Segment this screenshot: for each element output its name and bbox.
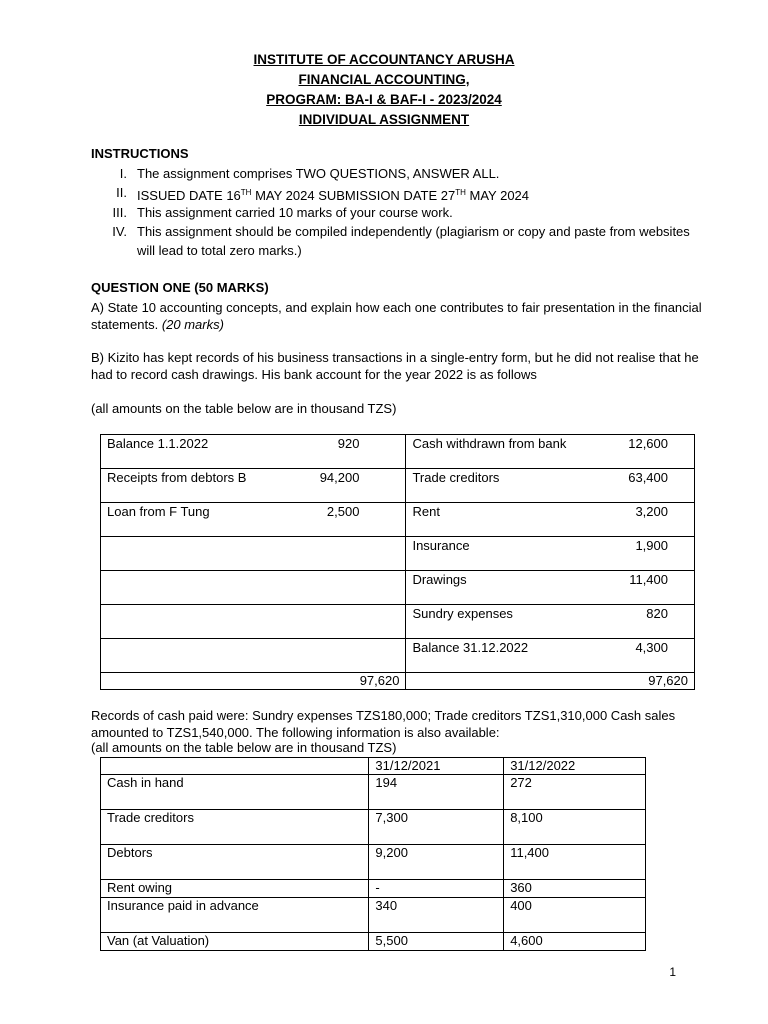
credit-cell (406, 469, 695, 503)
debit-cell (101, 571, 406, 605)
page-number: 1 (669, 965, 676, 979)
credit-cell (406, 639, 695, 673)
debit-cell (101, 605, 406, 639)
item-value: - (369, 880, 504, 898)
debit-amount: 920 (337, 436, 360, 451)
item-label: Debtors (101, 845, 369, 880)
credit-cell (406, 435, 695, 469)
table-row (101, 639, 695, 673)
item-value: 5,500 (369, 933, 504, 951)
column-header (101, 758, 369, 775)
credit-amount: 820 (646, 606, 668, 621)
credit-amount: 11,400 (629, 572, 668, 587)
item-value: 340 (369, 898, 504, 933)
table-row (101, 435, 695, 469)
table-row (101, 571, 695, 605)
table-row (101, 898, 646, 933)
credit-total: 97,620 (406, 673, 695, 690)
item-value: 400 (504, 898, 646, 933)
credit-label: Sundry expenses (412, 606, 513, 621)
table-row (101, 503, 695, 537)
item-value: 194 (369, 775, 504, 810)
records-text: Records of cash paid were: Sundry expenses TZS180,000; Trade creditors TZS1,310,000 Cash sales amounted to TZS1,540,000. The following information is also available: (91, 708, 676, 740)
item-label: Van (at Valuation) (101, 933, 369, 951)
credit-amount: 4,300 (635, 640, 668, 655)
table-row (101, 880, 646, 898)
table-row (101, 845, 646, 880)
item-value: 360 (504, 880, 646, 898)
item-value: 4,600 (504, 933, 646, 951)
credit-amount: 63,400 (628, 470, 668, 485)
column-header: 31/12/2022 (504, 758, 646, 775)
debit-cell (101, 469, 406, 503)
amounts-note: (all amounts on the table below are in thousand TZS) (91, 401, 397, 416)
column-header: 31/12/2021 (369, 758, 504, 775)
credit-label: Balance 31.12.2022 (412, 640, 529, 655)
item-label: Cash in hand (101, 775, 369, 810)
credit-label: Cash withdrawn from bank (412, 436, 567, 451)
course-name: FINANCIAL ACCOUNTING, (298, 72, 470, 87)
item-value: 7,300 (369, 810, 504, 845)
debit-cell (101, 503, 406, 537)
credit-cell (406, 537, 695, 571)
credit-label: Rent (412, 504, 440, 519)
item-value: 8,100 (504, 810, 646, 845)
item-label: Trade creditors (101, 810, 369, 845)
debit-cell (101, 435, 406, 469)
debit-amount: 2,500 (326, 504, 360, 519)
table-row (101, 810, 646, 845)
item-value: 11,400 (504, 845, 646, 880)
totals-row (101, 673, 695, 690)
amounts-note-2: (all amounts on the table below are in thousand TZS) (91, 740, 397, 755)
table-row (101, 605, 695, 639)
credit-amount: 12,600 (628, 436, 668, 451)
item-label: Insurance paid in advance (101, 898, 369, 933)
item-label: Rent owing (101, 880, 369, 898)
credit-label: Insurance (412, 538, 470, 553)
debit-label: Balance 1.1.2022 (107, 436, 209, 451)
credit-amount: 3,200 (635, 504, 668, 519)
question-part-b: B) Kizito has kept records of his business transactions in a single-entry form, but he did not realise that he had to record cash drawings. His bank account for the year 2022 is as follows (91, 350, 699, 382)
question-one-heading: QUESTION ONE (50 MARKS) (91, 280, 269, 295)
debit-label: Loan from F Tung (107, 504, 210, 519)
header-row (101, 758, 646, 775)
credit-amount: 1,900 (635, 538, 668, 553)
document-title (0, 50, 768, 130)
debit-cell (101, 639, 406, 673)
credit-label: Drawings (412, 572, 467, 587)
table-row (101, 933, 646, 951)
table-row (101, 469, 695, 503)
marks-label: (20 marks) (161, 317, 224, 332)
credit-cell (406, 605, 695, 639)
assignment-type: INDIVIDUAL ASSIGNMENT (298, 112, 470, 127)
instructions-heading: INSTRUCTIONS (91, 146, 189, 161)
table-row (101, 537, 695, 571)
credit-cell (406, 571, 695, 605)
table-row (101, 775, 646, 810)
institute-name: INSTITUTE OF ACCOUNTANCY ARUSHA (253, 52, 515, 67)
credit-label: Trade creditors (412, 470, 500, 485)
bank-account-table (100, 434, 695, 690)
question-part-a: A) State 10 accounting concepts, and explain how each one contributes to fair presentation in the financial statements. (20 marks) (91, 300, 702, 332)
debit-amount: 94,200 (319, 470, 360, 485)
balances-table (100, 757, 646, 951)
program-name: PROGRAM: BA-I & BAF-I - 2023/2024 (266, 92, 502, 107)
credit-cell (406, 503, 695, 537)
item-value: 272 (504, 775, 646, 810)
debit-total: 97,620 (101, 673, 406, 690)
item-value: 9,200 (369, 845, 504, 880)
debit-cell (101, 537, 406, 571)
issue-dates: ISSUED DATE 16TH MAY 2024 SUBMISSION DATE 27TH MAY 2024 (137, 188, 530, 203)
debit-label: Receipts from debtors B (107, 470, 247, 485)
